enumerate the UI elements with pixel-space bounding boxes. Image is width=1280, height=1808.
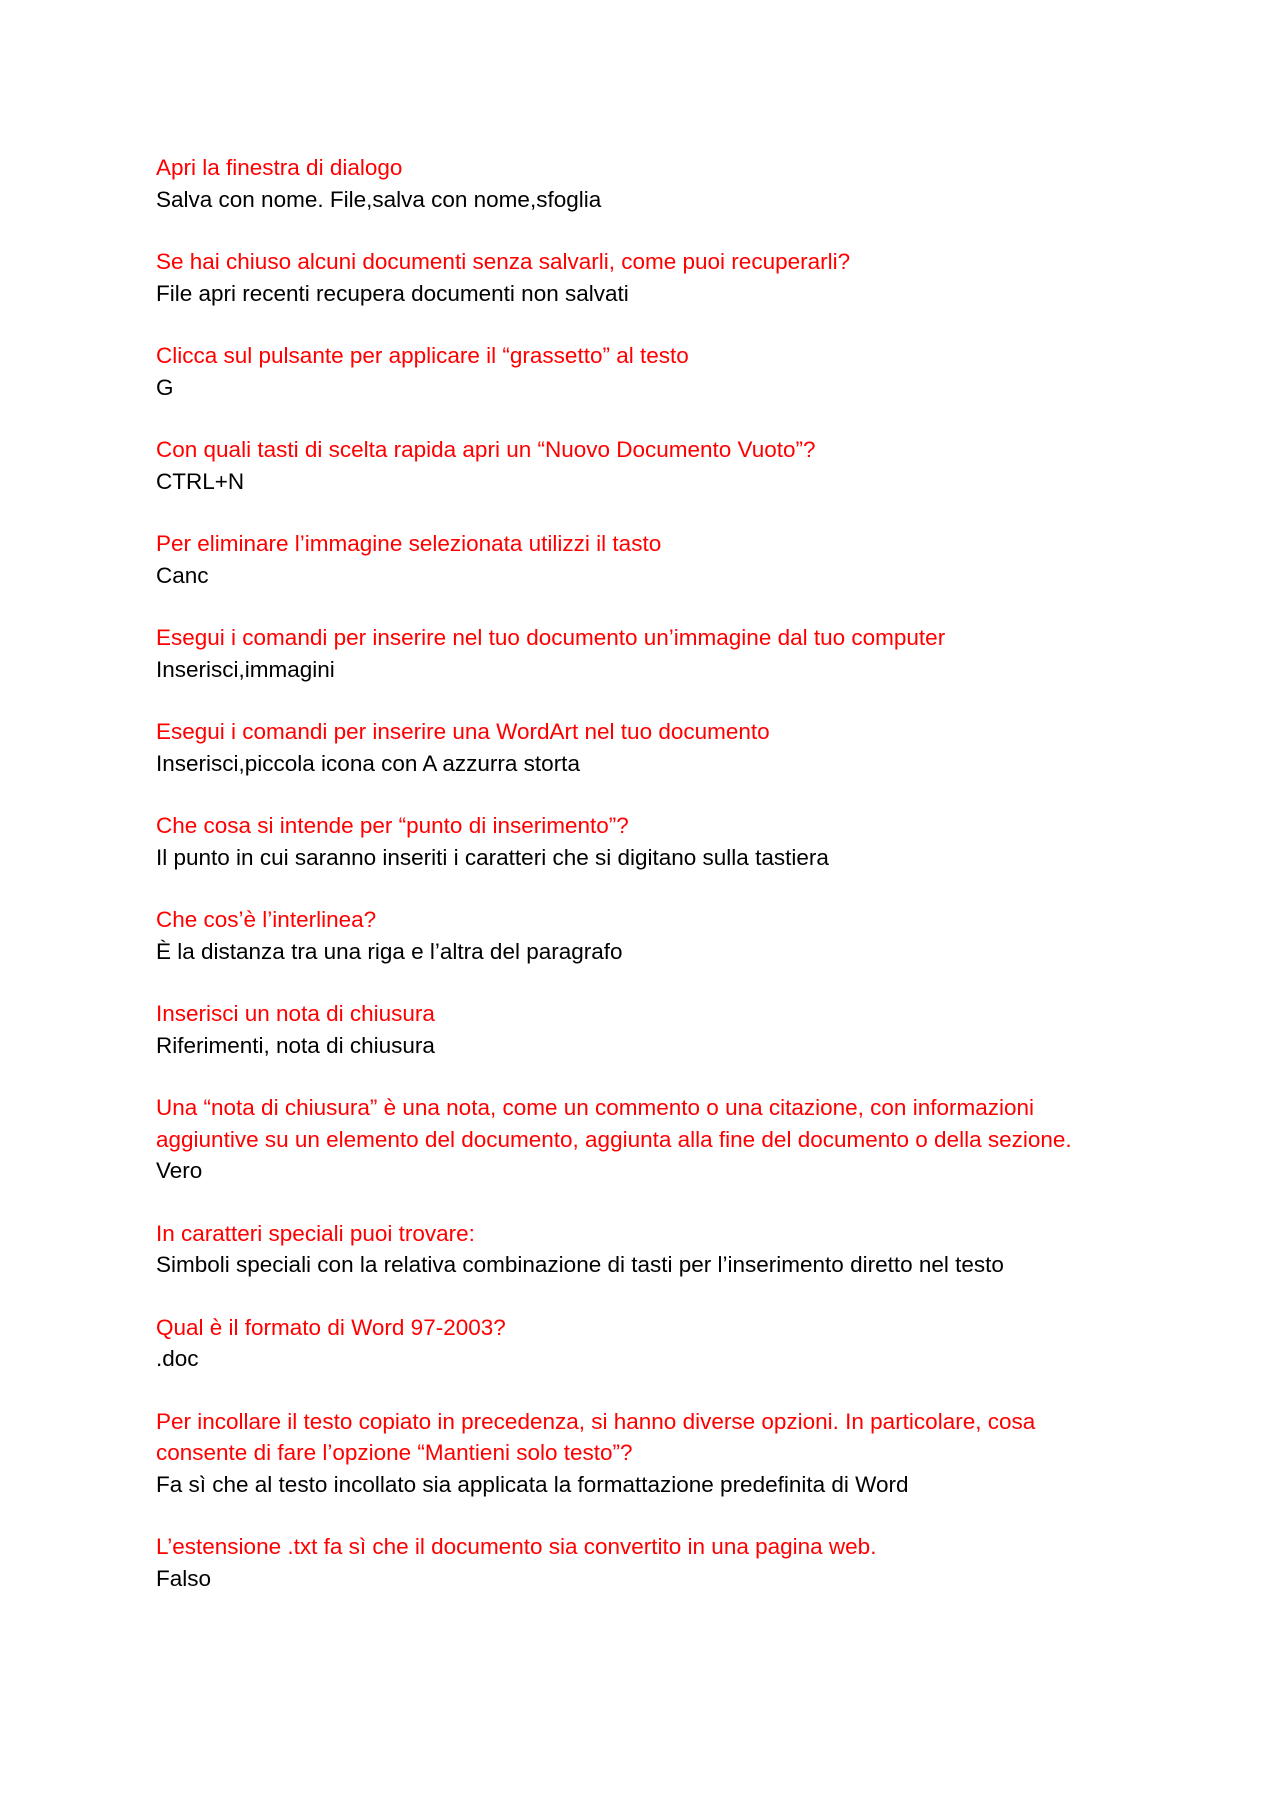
qa-item-7 — [156, 716, 1156, 779]
question-text: Che cos’è l’interlinea? — [156, 907, 377, 932]
answer-text: Canc — [156, 562, 209, 588]
question-text: L’estensione .txt fa sì che il documento sia convertito in una pagina web. — [156, 1534, 877, 1559]
answer-text: .doc — [156, 1346, 199, 1371]
question-text: Per eliminare l’immagine selezionata utilizzi il tasto — [156, 531, 662, 556]
document-page — [156, 152, 1156, 1625]
qa-item-2 — [156, 246, 1156, 309]
question-text: Esegui i comandi per inserire una WordArt nel tuo documento — [156, 719, 770, 744]
answer-text: Salva con nome. File,salva con nome,sfoglia — [156, 186, 602, 212]
qa-item-5 — [156, 528, 1156, 591]
qa-item-1 — [156, 152, 1156, 215]
answer-text: Riferimenti, nota di chiusura — [156, 1032, 435, 1058]
answer-text: Inserisci,immagini — [156, 656, 335, 682]
qa-item-15 — [156, 1531, 1156, 1594]
question-text: Apri la finestra di dialogo — [156, 155, 403, 180]
question-text: In caratteri speciali puoi trovare: — [156, 1220, 475, 1246]
question-text: Inserisci un nota di chiusura — [156, 1001, 435, 1026]
answer-text: File apri recenti recupera documenti non salvati — [156, 280, 629, 306]
answer-text: G — [156, 374, 174, 400]
qa-item-3 — [156, 340, 1156, 403]
answer-text: Falso — [156, 1565, 212, 1591]
question-text: Una “nota di chiusura” è una nota, come un commento o una citazione, con informazioni aggiuntive su un elemento del documento, aggiunta alla fine del documento o della sezione. — [156, 1095, 1072, 1152]
question-text: Qual è il formato di Word 97-2003? — [156, 1314, 506, 1340]
answer-text: Il punto in cui saranno inseriti i caratteri che si digitano sulla tastiera — [156, 844, 829, 870]
qa-item-12 — [156, 1218, 1156, 1281]
question-text: Esegui i comandi per inserire nel tuo documento un’immagine dal tuo computer — [156, 625, 946, 650]
qa-item-6 — [156, 622, 1156, 685]
answer-text: Fa sì che al testo incollato sia applicata la formattazione predefinita di Word — [156, 1471, 909, 1497]
answer-text: Vero — [156, 1158, 203, 1183]
answer-text: Inserisci,piccola icona con A azzurra storta — [156, 750, 580, 776]
question-text: Se hai chiuso alcuni documenti senza salvarli, come puoi recuperarli? — [156, 249, 851, 274]
question-text: Clicca sul pulsante per applicare il “grassetto” al testo — [156, 343, 689, 368]
question-text: Con quali tasti di scelta rapida apri un “Nuovo Documento Vuoto”? — [156, 437, 816, 462]
answer-text: Simboli speciali con la relativa combinazione di tasti per l’inserimento diretto nel testo — [156, 1252, 1004, 1277]
question-text: Che cosa si intende per “punto di inserimento”? — [156, 813, 629, 838]
qa-item-8 — [156, 810, 1156, 873]
qa-item-4 — [156, 434, 1156, 497]
qa-item-14 — [156, 1406, 1156, 1501]
question-text: Per incollare il testo copiato in precedenza, si hanno diverse opzioni. In particolare, cosa consente di fare l’opzione “Mantieni solo testo”? — [156, 1408, 1036, 1465]
answer-text: CTRL+N — [156, 468, 245, 494]
qa-item-13 — [156, 1312, 1156, 1375]
answer-text: È la distanza tra una riga e l’altra del paragrafo — [156, 938, 623, 964]
qa-item-10 — [156, 998, 1156, 1061]
qa-item-11 — [156, 1092, 1156, 1187]
qa-item-9 — [156, 904, 1156, 967]
